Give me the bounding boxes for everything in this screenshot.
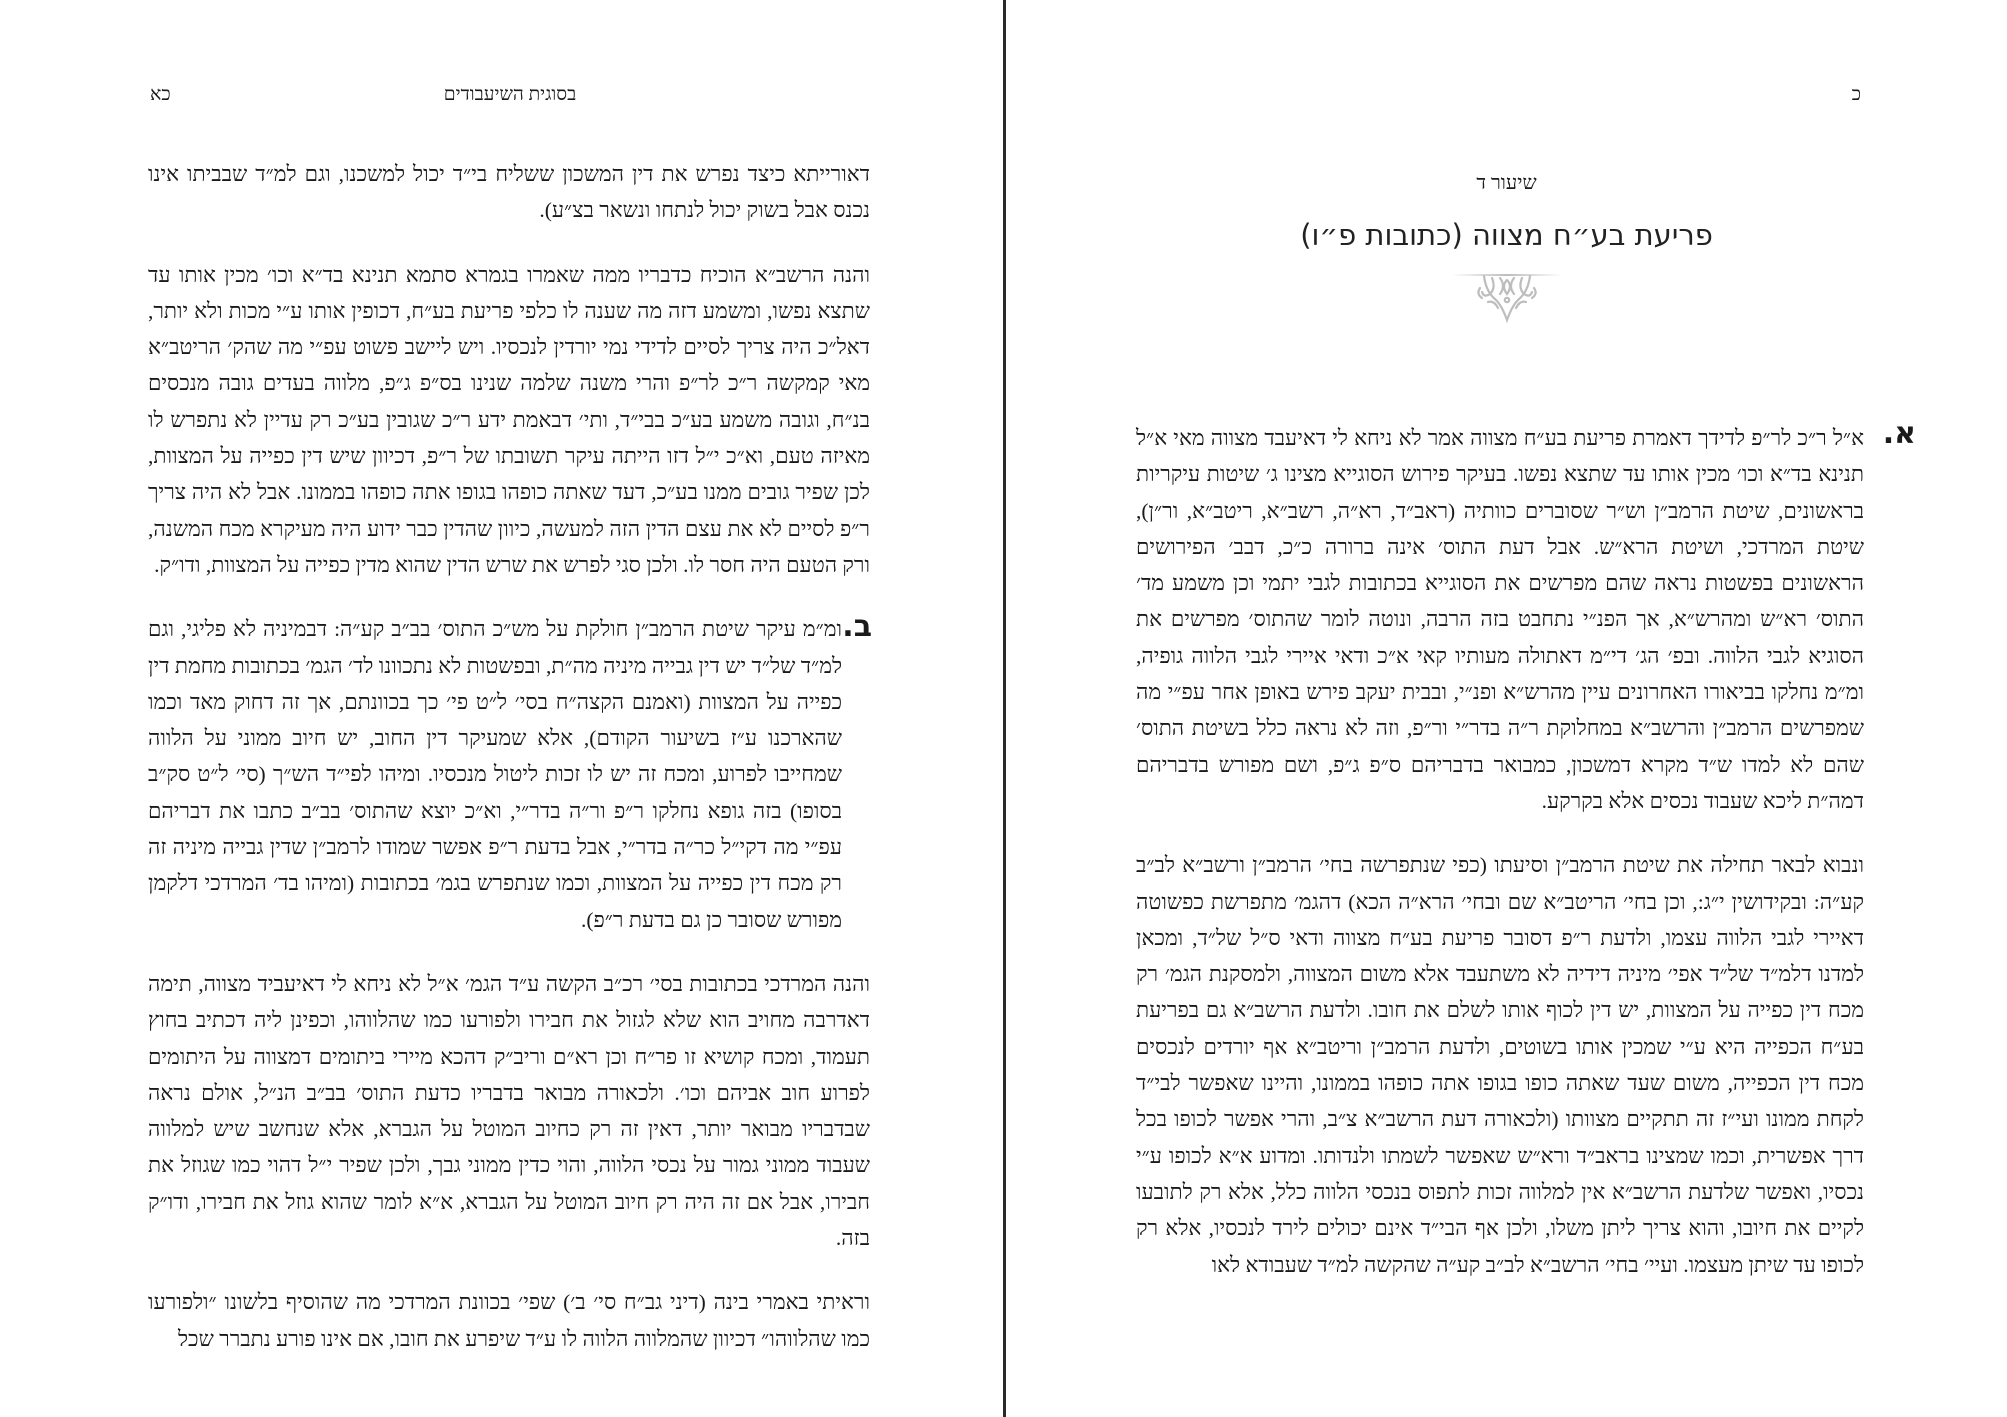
left-page-number: כא bbox=[150, 84, 171, 105]
paragraph: דאורייתא כיצד נפרש את דין המשכון ששליח בי״ד יכול למשכנו, וגם למ״ד שבביתו אינו נכנס אבל בשוק יכול לנתחו ונשאר בצ״ע). bbox=[148, 162, 870, 223]
left-body-text bbox=[148, 156, 870, 1385]
left-page bbox=[0, 0, 1003, 1417]
ornament-flourish-icon bbox=[1452, 270, 1562, 328]
right-body-text bbox=[1136, 416, 1916, 1311]
left-running-title: בסוגית השיעבודים bbox=[443, 84, 577, 105]
section-paragraph-alef bbox=[1136, 416, 1916, 819]
paragraph: ונבוא לבאר תחילה את שיטת הרמב״ן וסיעתו (כפי שנתפרשה בחי׳ הרמב״ן ורשב״א לב״ב קע״ה: ובקידושין י״ג:, וכן בחי׳ הריטב״א שם ובחי׳ הרא״ה הכא) דהגמ׳ מתפרשת כפשוטה דאיירי לגבי הלווה עצמו, ולדעת ר״פ דסובר פריעת בע״ח מצווה ודאי ס״ל של״ד, ומכאן למדנו דלמ״ד של״ד אפי׳ מיניה דידיה לא משתעבד אלא משום המצווה, ולמסקנת הגמ׳ רק מכח דין כפייה על המצוות, יש דין לכוף אותו לשלם את חובו. ולדעת הרשב״א גם בפריעת בע״ח הכפייה היא ע״י שמכין אותו בשוטים, ולדעת הרמב״ן וריטב״א אף יורדים לנכסים מכח דין הכפייה, משום שעד שאתה כופו בגופו אתה כופהו בממונו, והיינו שאפשר לבי״ד לקחת ממונו ועי״ז זה תתקיים מצוותו (ולכאורה דעת הרשב״א צ״ב, והרי אפשר לכופו בכל דרך אפשרית, וכמו שמצינו בראב״ד ורא״ש שאפשר לשמתו ולנדותו. ומדוע א״א לכופו ע״י נכסיו, ואפשר שלדעת הרשב״א אין למלווה זכות לתפוס בנכסי הלווה כלל, אלא רק לתובעו לקיים את חיובו, והוא צריך ליתן משלו, ולכן אף הבי״ד אינם יכולים לירד לנכסיו, אלא רק לכופו עד שיתן מעצמו. ועיי׳ בחי׳ הרשב״א לב״ב קע״ה שהקשה למ״ד שעבודא לאו bbox=[1136, 853, 1864, 1277]
right-page-number: כ bbox=[1851, 84, 1861, 105]
right-running-head bbox=[1136, 80, 1861, 110]
paragraph-text: א״ל ר״כ לר״פ לדידך דאמרת פריעת בע״ח מצווה אמר לא ניחא לי דאיעבד מצווה מאי א״ל תנינא בד״א וכו׳ מכין אותו עד שתצא נפשו. בעיקר פירוש הסוגייא מצינו ג׳ שיטות עיקריות בראשונים, שיטת הרמב״ן וש״ר שסוברים כוותיה (ראב״ד, רא״ה, רשב״א, ריטב״א, ור״ן), שיטת המרדכי, ושיטת הרא״ש. אבל דעת התוס׳ אינה ברורה כ״כ, דבב׳ הפירושים הראשונים בפשטות נראה שהם מפרשים את הסוגייא בכתובות לגבי יתמי וכן משמע מד׳ התוס׳ רא״ש ומהרש״א, אך הפנ״י נתחבט בזה הרבה, ונוטה לומר שהתוס׳ מפרשים את הסוגיא לגבי הלווה. ובפ׳ הג׳ די״מ דאתולה מעותיו קאי א״כ ודאי איירי לגבי הלווה גופיה, ומ״מ נחלקו בביאורו האחרונים עיין מהרש״א ופנ״י, ובבית יעקב פירש באופן אחר עפ״י מה שמפרשים הרמב״ן והרשב״א במחלוקת ר״ה בדר״י ור״פ, וזה לא נראה כלל בשיטת התוס׳ שהם לא למדו ש״ד מקרא דמשכון, כמבואר בדבריהם ס״פ ג״פ, ושם מפורש בדבריהם דמה״ת ליכא שעבוד נכסים אלא בקרקע. bbox=[1136, 426, 1864, 813]
paragraph-text: ומ״מ עיקר שיטת הרמב״ן חולקת על מש״כ התוס׳ בב״ב קע״ה: דבמיניה לא פליגי, וגם למ״ד של״ד יש דין גבייה מיניה מה״ת, ובפשטות לא נתכוונו לד׳ הגמ׳ בכתובות מחמת דין כפייה על המצוות (ואמנם הקצה״ח בסי׳ ל״ט פי׳ כך בכוונתם, אך זה דחוק מאד וכמו שהארכנו ע״ז בשיעור הקודם), אלא שמעיקר דין החוב, יש חיוב ממוני על הלווה שמחייבו לפרוע, ומכח זה יש לו זכות ליטול מנכסיו. ומיהו לפי״ד הש״ך (סי׳ ל״ט סק״ב בסופו) בזה גופא נחלקו ר״פ ור״ה בדר״י, וא״כ יוצא שהתוס׳ בב״ב כתבו את דבריהם עפ״י מה דקי״ל כר״ה בדר״י, אבל בדעת ר״פ אפשר שמודו לרמב״ן שדין גבייה מיניה זה רק מכח דין כפייה על המצוות, וכמו שנתפרש בגמ׳ בכתובות (ומיהו בד׳ המרדכי דלקמן מפורש שסובר כן גם בדעת ר״פ). bbox=[148, 617, 842, 932]
right-page bbox=[1006, 0, 2007, 1417]
section-letter-alef: א. bbox=[1882, 416, 1916, 451]
section-letter-bet: ב. bbox=[842, 609, 872, 645]
left-running-head bbox=[150, 80, 870, 110]
shiur-label: שיעור ד bbox=[1476, 172, 1537, 194]
paragraph: והנה המרדכי בכתובות בסי׳ רכ״ב הקשה ע״ד הגמ׳ א״ל לא ניחא לי דאיעביד מצווה, תימה דאדרבה מחויב הוא שלא לגזול את חבירו ולפורעו כמו שהלווהו, וכפינן ליה דכתיב בחוץ תעמוד, ומכח קושיא זו פר״ח וכן רא״ם וריב״ק דהכא מיירי ביתומים דמצווה על היתומים לפרוע חוב אביהם וכו׳. ולכאורה מבואר בדבריו כדעת התוס׳ בב״ב הנ״ל, אולם נראה שבדבריו מבואר יותר, דאין זה רק כחיוב המוטל על הגברא, אלא שנחשב שיש למלווה שעבוד ממוני גמור על נכסי הלווה, והוי כדין ממוני גבך, ולכן שפיר י״ל דהוי כמו שגוזל את חבירו, אבל אם זה היה רק חיוב המוטל על הגברא, א״א לומר שהוא גוזל את חבירו, ודו״ק בזה. bbox=[148, 971, 870, 1251]
paragraph: והנה הרשב״א הוכיח כדבריו ממה שאמרו בגמרא סתמא תנינא בד״א וכו׳ מכין אותו עד שתצא נפשו, ומשמע דזה מה שענה לו כלפי פריעת בע״ח, דכופין אותו ע״י מכות ולא יותר, דאל״כ היה צריך לסיים לדידי נמי יורדין לנכסיו. ויש ליישב פשוט עפ״י מה שהק׳ הריטב״א מאי קמקשה ר״כ לר״פ והרי משנה שלמה שנינו בס״פ ג״פ, מלווה בעדים גובה מנכסים בנ״ח, וגובה משמע בע״כ בבי״ד, ותי׳ דבאמת ידע ר״כ שגובין בע״כ רק עדיין לא נתפרש לו מאיזה טעם, וא״כ י״ל דזו הייתה עיקר תשובתו של ר״פ, דכיוון שיש דין כפייה על המצוות, לכן שפיר גובים ממנו בע״כ, דעד שאתה כופהו בגופו אתה כופהו בממונו. אבל לא היה צריך ר״פ לסיים לא את עצם הדין הזה למעשה, כיוון שהדין כבר ידוע היה מעיקרא מכח המשנה, ורק הטעם היה חסר לו. ולכן סגי לפרש את שרש הדין שהוא מדין כפייה על המצוות, ודו״ק. bbox=[148, 262, 870, 577]
paragraph: וראיתי באמרי בינה (דיני גב״ח סי׳ ב׳) שפי׳ בכוונת המרדכי מה שהוסיף בלשונו ״ולפורעו כמו שהלווהו״ דכיוון שהמלווה הלווה לו ע״ד שיפרע את חובו, אם אינו פורע נתברר שכל bbox=[148, 1290, 870, 1351]
chapter-title: פריעת בע״ח מצווה (כתובות פ״ו) bbox=[1300, 218, 1713, 252]
section-paragraph-bet bbox=[148, 611, 870, 938]
